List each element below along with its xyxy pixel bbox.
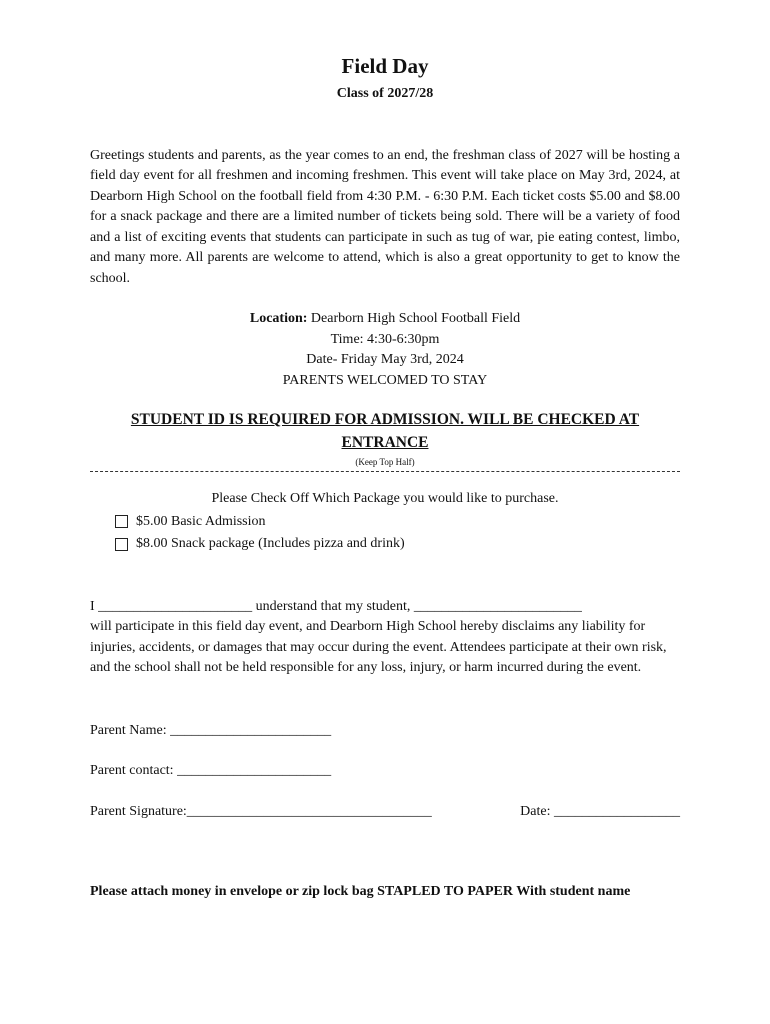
date-field[interactable]: Date: __________________ <box>520 803 680 819</box>
event-details <box>90 309 680 391</box>
parent-signature-field[interactable]: Parent Signature:___________________________________ <box>90 803 432 819</box>
page-subtitle: Class of 2027/28 <box>336 86 434 101</box>
waiver-first-line: I ______________________ understand that my student, ________________________ <box>90 598 582 614</box>
parent-contact-field[interactable]: Parent contact: ______________________ <box>90 763 332 778</box>
package-option-label: $8.00 Snack package (Includes pizza and drink) <box>136 536 405 551</box>
package-option-snack[interactable] <box>115 534 680 555</box>
parents-line: PARENTS WELCOMED TO STAY <box>282 372 488 388</box>
date-line: Date- Friday May 3rd, 2024 <box>306 352 464 367</box>
location-label: Location: <box>249 311 308 326</box>
cut-line-divider <box>90 471 680 472</box>
payment-instructions: Please attach money in envelope or zip lock bag STAPLED TO PAPER With student name <box>90 884 631 899</box>
document-page <box>90 52 680 903</box>
location-value: Dearborn High School Football Field <box>307 311 521 326</box>
time-line: Time: 4:30-6:30pm <box>330 331 440 347</box>
checkbox-basic-admission[interactable] <box>115 515 128 528</box>
waiver-body: will participate in this field day event, and Dearborn High School hereby disclaims any liability for injuries, accidents, or damages that may occur during the event. Attendees participate at their own risk, and the school shall not be held responsible for any loss, injury, or harm incurred during the event. <box>90 619 667 675</box>
signature-row <box>90 802 680 823</box>
checkbox-snack-package[interactable] <box>115 538 128 551</box>
waiver-section <box>90 597 680 679</box>
package-option-basic[interactable] <box>115 512 680 533</box>
intro-paragraph: Greetings students and parents, as the year comes to an end, the freshman class of 2027 will be hosting a field day event for all freshmen and incoming freshmen. This event will take place on May 3rd, 2024, at Dearborn High School on the football field from 4:30 P.M. - 6:30 P.M. Each ticket costs $5.00 and $8.00 for a snack package and there are a limited number of tickets being sold. There will be a variety of food and a list of exciting events that students can participate in such as tug of war, pie eating contest, limbo, and many more. All parents are welcome to attend, which is also a great opportunity to get to know the school. <box>90 147 680 286</box>
id-warning: STUDENT ID IS REQUIRED FOR ADMISSION. WILL BE CHECKED AT ENTRANCE <box>130 411 640 451</box>
parent-name-field[interactable]: Parent Name: _______________________ <box>90 722 332 738</box>
package-option-label: $5.00 Basic Admission <box>136 513 266 529</box>
page-title: Field Day <box>341 54 429 78</box>
package-prompt: Please Check Off Which Package you would like to purchase. <box>211 491 559 506</box>
keep-top-half-note: (Keep Top Half) <box>355 457 415 467</box>
location-line <box>90 309 680 330</box>
